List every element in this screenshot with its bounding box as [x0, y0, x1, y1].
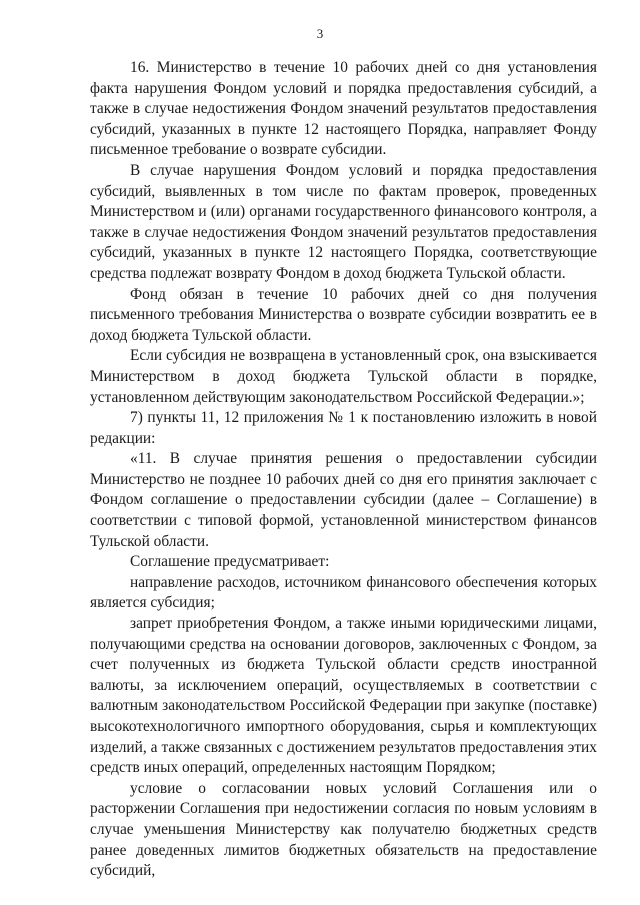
paragraph-new-conditions: условие о согласовании новых условий Соглашения или о расторжении Соглашения при недостижении согласия по новым условиям в случае уменьшения Министерству как получателю бюджетных средств ранее доведенных лимитов бюджетных обязательств на предоставление субсидий,	[90, 779, 597, 880]
paragraph-fund-obligation: Фонд обязан в течение 10 рабочих дней со дня получения письменного требования Министерства о возврате субсидии возвратить ее в доход бюджета Тульской области.	[90, 285, 597, 344]
page-number: 3	[316, 26, 324, 41]
paragraph-recovery: Если субсидия не возвращена в установленный срок, она взыскивается Министерством в доход бюджета Тульской области в порядке, установленном действующим законодательством Российской Федерации.»;	[90, 347, 597, 406]
document-body	[90, 58, 597, 882]
paragraph-agreement-provides: Соглашение предусматривает:	[130, 553, 330, 571]
paragraph-item-16: 16. Министерство в течение 10 рабочих дней со дня установления факта нарушения Фондом условий и порядка предоставления субсидий, а также в случае недостижения Фондом значений результатов предоставления субсидий, указанных в пункте 12 настоящего Порядка, направляет Фонду письменное требование о возврате субсидии.	[90, 59, 597, 159]
paragraph-currency-ban: запрет приобретения Фондом, а также иными юридическими лицами, получающими средства на основании договоров, заключенных с Фондом, за счет полученных из бюджета Тульской области средств иностранной валюты, за исключением операций, осуществляемых в соответствии с валютным законодательством Российской Федерации при закупке (поставке) высокотехнологичного импортного оборудования, сырья и комплектующих изделий, а также связанных с достижением результатов предоставления этих средств иных операций, определенных настоящим Порядком;	[90, 615, 597, 777]
paragraph-item-11: «11. В случае принятия решения о предоставлении субсидии Министерство не позднее 10 рабочих дней со дня его принятия заключает с Фондом соглашение о предоставлении субсидии (далее – Соглашение) в соответствии с типовой формой, установленной министерством финансов Тульской области.	[90, 450, 597, 550]
paragraph-violation-refund: В случае нарушения Фондом условий и порядка предоставления субсидий, выявленных в том числе по фактам проверок, проведенных Министерством и (или) органами государственного финансового контроля, а также в случае недостижения Фондом значений результатов предоставления субсидий, указанных в пункте 12 настоящего Порядка, соответствующие средства подлежат возврату Фондом в доход бюджета Тульской области.	[90, 161, 597, 282]
paragraph-amendment-7: 7) пункты 11, 12 приложения № 1 к постановлению изложить в новой редакции:	[90, 409, 597, 447]
paragraph-expense-direction: направление расходов, источником финансового обеспечения которых является субсидия;	[90, 573, 597, 612]
